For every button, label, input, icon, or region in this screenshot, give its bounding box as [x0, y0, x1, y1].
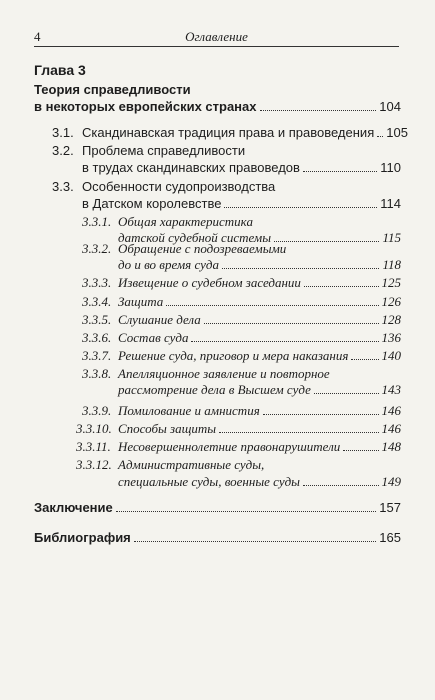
subsection-page: 125: [381, 275, 401, 290]
subsection-title: Состав суда: [118, 330, 189, 345]
subsection-number: 3.3.6.: [82, 330, 112, 345]
section-entry[interactable]: [82, 125, 408, 141]
chapter-page: 104: [379, 99, 401, 114]
subsection-page: 128: [381, 312, 401, 327]
leader-dots: [314, 393, 379, 394]
subsection-entry[interactable]: [118, 421, 401, 437]
leader-dots: [224, 207, 377, 208]
section-title: Скандинавская традиция права и правоведения: [82, 125, 375, 140]
section-number: 3.3.: [52, 179, 74, 194]
subsection-title: Извещение о судебном заседании: [118, 275, 301, 290]
subsection-number: 3.3.7.: [82, 348, 112, 363]
bibliography-page: 165: [379, 530, 401, 545]
leader-dots: [274, 241, 379, 242]
subsection-title-line2: специальные суды, военные суды: [118, 474, 300, 489]
subsection-title: Решение суда, приговор и мера наказания: [118, 348, 349, 363]
bibliography-label: Библиография: [34, 530, 131, 545]
leader-dots: [134, 541, 377, 542]
subsection-entry[interactable]: [118, 294, 401, 310]
section-number: 3.2.: [52, 143, 74, 158]
conclusion-entry[interactable]: [34, 500, 401, 516]
section-entry[interactable]: [82, 160, 401, 176]
subsection-number: 3.3.3.: [82, 275, 112, 290]
subsection-title-line2: до и во время суда: [118, 257, 219, 272]
subsection-title: Слушание дела: [118, 312, 201, 327]
subsection-number: 3.3.4.: [82, 294, 112, 309]
subsection-entry[interactable]: [118, 275, 401, 291]
subsection-page: 149: [381, 474, 401, 489]
chapter-label: Глава 3: [34, 62, 86, 78]
subsection-number: 3.3.10.: [76, 421, 112, 436]
subsection-number: 3.3.5.: [82, 312, 112, 327]
subsection-page: 146: [381, 403, 401, 418]
section-title-line1: Особенности судопроизводства: [82, 179, 276, 194]
subsection-page: 126: [381, 294, 401, 309]
subsection-title: Способы защиты: [118, 421, 217, 436]
subsection-title-line1: Общая характеристика: [118, 214, 253, 229]
page-number: 4: [34, 29, 41, 44]
leader-dots: [263, 414, 379, 415]
leader-dots: [191, 341, 378, 342]
section-title-line2: в Датском королевстве: [82, 196, 222, 211]
running-title: Оглавление: [185, 29, 248, 44]
leader-dots: [303, 485, 379, 486]
subsection-title: Защита: [118, 294, 164, 309]
leader-dots: [377, 136, 383, 137]
header-rule: [34, 46, 399, 47]
leader-dots: [304, 286, 379, 287]
section-number: 3.1.: [52, 125, 74, 140]
subsection-title-line2: рассмотрение дела в Высшем суде: [118, 382, 311, 397]
chapter-entry[interactable]: [34, 99, 401, 115]
subsection-entry[interactable]: [118, 330, 401, 346]
conclusion-page: 157: [379, 500, 401, 515]
leader-dots: [343, 450, 378, 451]
subsection-page: 148: [381, 439, 401, 454]
leader-dots: [204, 323, 379, 324]
subsection-page: 118: [382, 257, 401, 272]
subsection-title: Помилование и амнистия: [118, 403, 260, 418]
running-header: [34, 26, 399, 46]
leader-dots: [260, 110, 377, 111]
chapter-title-line1: Теория справедливости: [34, 82, 191, 97]
leader-dots: [166, 305, 378, 306]
subsection-entry[interactable]: [118, 474, 401, 490]
subsection-entry[interactable]: [118, 257, 401, 273]
subsection-title-line1: Обращение с подозреваемыми: [118, 241, 287, 256]
section-page: 114: [380, 196, 401, 211]
subsection-number: 3.3.1.: [82, 214, 112, 229]
conclusion-label: Заключение: [34, 500, 113, 515]
leader-dots: [219, 432, 378, 433]
subsection-number: 3.3.11.: [76, 439, 111, 454]
subsection-page: 143: [381, 382, 401, 397]
section-title-line1: Проблема справедливости: [82, 143, 246, 158]
subsection-page: 115: [382, 230, 401, 245]
section-entry[interactable]: [82, 196, 401, 212]
chapter-title-line2: в некоторых европейских странах: [34, 99, 257, 114]
subsection-title-line1: Апелляционное заявление и повторное: [118, 366, 330, 381]
leader-dots: [303, 171, 377, 172]
subsection-page: 146: [381, 421, 401, 436]
subsection-page: 136: [381, 330, 401, 345]
subsection-number: 3.3.12.: [76, 457, 112, 472]
subsection-entry[interactable]: [118, 382, 401, 398]
section-title-line2: в трудах скандинавских правоведов: [82, 160, 300, 175]
section-page: 105: [386, 125, 408, 140]
leader-dots: [116, 511, 377, 512]
subsection-page: 140: [381, 348, 401, 363]
leader-dots: [351, 359, 378, 360]
subsection-number: 3.3.9.: [82, 403, 112, 418]
bibliography-entry[interactable]: [34, 530, 401, 546]
subsection-entry[interactable]: [118, 312, 401, 328]
section-page: 110: [380, 160, 401, 175]
subsection-entry[interactable]: [118, 439, 401, 455]
subsection-title: Несовершеннолетние правонарушители: [118, 439, 341, 454]
subsection-number: 3.3.8.: [82, 366, 112, 381]
subsection-title-line2: датской судебной системы: [118, 230, 272, 245]
subsection-entry[interactable]: [118, 403, 401, 419]
subsection-number: 3.3.2.: [82, 241, 112, 256]
subsection-title-line1: Административные суды,: [118, 457, 265, 472]
leader-dots: [222, 268, 379, 269]
subsection-entry[interactable]: [118, 348, 401, 364]
